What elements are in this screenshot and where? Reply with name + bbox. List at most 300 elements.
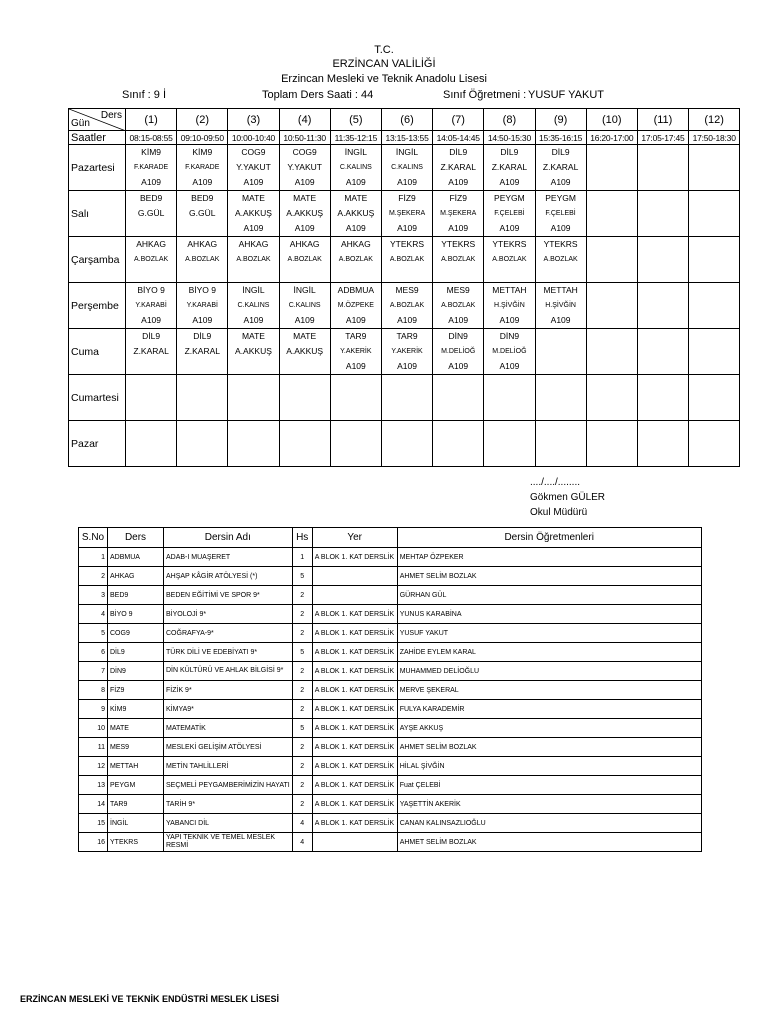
lesson-room: A109: [448, 223, 469, 233]
lesson-teacher: HİLAL ŞİVĞİN: [397, 757, 701, 776]
row-number: 3: [79, 586, 108, 605]
lesson-cell: [228, 145, 279, 191]
lesson-code: TAR9: [396, 331, 418, 341]
lesson-cell: [535, 375, 586, 421]
weekly-hours: 4: [292, 833, 312, 852]
lesson-teacher: Z.KARAL: [491, 162, 528, 172]
row-number: 4: [79, 605, 108, 624]
footer-school-name: ERZİNCAN MESLEKİ VE TEKNİK ENDÜSTRİ MESLEK LİSESİ: [20, 994, 280, 1004]
column-number: (5): [330, 109, 381, 131]
lesson-code: YTEKRS: [390, 239, 425, 249]
lesson-room: A109: [294, 315, 315, 325]
lesson-name: BİYOLOJİ 9*: [164, 605, 293, 624]
lesson-cell: [279, 283, 330, 329]
lesson-room: [228, 267, 278, 282]
lesson-cell: [279, 421, 330, 467]
column-number: (7): [433, 109, 484, 131]
timetable-header-row: [69, 109, 740, 131]
lesson-teacher: AHMET SELİM BOZLAK: [397, 567, 701, 586]
column-number: (11): [637, 109, 688, 131]
lessons-column-header: Dersin Öğretmenleri: [397, 528, 701, 548]
lesson-cell: [637, 375, 688, 421]
row-number: 6: [79, 643, 108, 662]
table-row: [79, 776, 702, 795]
lesson-code: YTEKRS: [543, 239, 578, 249]
lesson-code: DİL9: [449, 147, 468, 157]
lesson-cell: [330, 191, 381, 237]
lessons-column-header: Hs: [292, 528, 312, 548]
lesson-cell: [689, 145, 740, 191]
lesson-code: DİL9: [108, 643, 164, 662]
lesson-code: KİM9: [192, 147, 213, 157]
lesson-teacher: A.BOZLAK: [441, 302, 476, 309]
lesson-name: AHŞAP KÂGİR ATÖLYESİ (*): [164, 567, 293, 586]
weekly-hours: 2: [292, 681, 312, 700]
lesson-teacher: A.BOZLAK: [389, 256, 425, 263]
lesson-code: BİYO 9: [137, 285, 165, 295]
times-row: [69, 131, 740, 145]
lesson-room: A109: [243, 177, 264, 187]
lesson-code: MATE: [241, 331, 265, 341]
weekly-hours: 2: [292, 605, 312, 624]
lesson-code: MES9: [108, 738, 164, 757]
lesson-code: MES9: [446, 285, 470, 295]
lesson-cell: [586, 329, 637, 375]
lesson-cell: [535, 237, 586, 283]
lesson-location: A BLOK 1. KAT DERSLİK: [312, 548, 397, 567]
lesson-cell: [279, 329, 330, 375]
period-time: 17:05-17:45: [637, 131, 688, 145]
lessons-column-header: Yer: [312, 528, 397, 548]
valilik-heading: ERZİNCAN VALİLİĞİ: [332, 58, 436, 70]
lesson-location: [312, 833, 397, 852]
lesson-cell: [330, 421, 381, 467]
period-time: 16:20-17:00: [586, 131, 637, 145]
period-time: 10:50-11:30: [279, 131, 330, 145]
lesson-teacher: AYŞE AKKUŞ: [397, 719, 701, 738]
row-number: 1: [79, 548, 108, 567]
lesson-teacher: Y.YAKUT: [287, 162, 322, 172]
lesson-teacher: AHMET SELİM BOZLAK: [397, 738, 701, 757]
lesson-code: KİM9: [108, 700, 164, 719]
lesson-cell: [381, 421, 432, 467]
period-time: 09:10-09:50: [177, 131, 228, 145]
lesson-teacher: A.AKKUŞ: [337, 208, 375, 218]
column-number: (2): [177, 109, 228, 131]
table-row: [79, 624, 702, 643]
lesson-teacher: GÜRHAN GÜL: [397, 586, 701, 605]
lesson-teacher: Y.KARABİ: [135, 302, 167, 309]
lesson-location: A BLOK 1. KAT DERSLİK: [312, 757, 397, 776]
lesson-name: TÜRK DİLİ VE EDEBİYATI 9*: [164, 643, 293, 662]
lesson-cell: [535, 283, 586, 329]
lesson-cell: [689, 191, 740, 237]
lesson-code: METTAH: [108, 757, 164, 776]
lesson-code: BİYO 9: [108, 605, 164, 624]
period-time: 08:15-08:55: [126, 131, 177, 145]
row-number: 14: [79, 795, 108, 814]
lesson-teacher: A.BOZLAK: [338, 256, 373, 263]
lesson-code: İNGİL: [293, 285, 316, 295]
lesson-cell: [433, 421, 484, 467]
lesson-location: A BLOK 1. KAT DERSLİK: [312, 681, 397, 700]
lesson-teacher: F.KARADE: [133, 164, 169, 171]
lesson-teacher: A.BOZLAK: [185, 256, 220, 263]
lesson-cell: [689, 237, 740, 283]
timetable: [68, 108, 740, 467]
row-number: 2: [79, 567, 108, 586]
lesson-location: A BLOK 1. KAT DERSLİK: [312, 700, 397, 719]
lesson-code: İNGİL: [108, 814, 164, 833]
lesson-cell: [330, 145, 381, 191]
class-label: Sınıf : 9 İ: [122, 89, 167, 101]
lesson-cell: [484, 237, 535, 283]
lesson-name: BEDEN EĞİTİMİ VE SPOR 9*: [164, 586, 293, 605]
lesson-teacher: F.ÇELEBİ: [545, 210, 576, 217]
lesson-cell: [484, 145, 535, 191]
day-name: Perşembe: [69, 283, 126, 329]
lesson-cell: [177, 237, 228, 283]
lesson-code: BİYO 9: [188, 285, 216, 295]
lesson-cell: [381, 283, 432, 329]
lesson-code: KİM9: [141, 147, 162, 157]
table-row: [79, 605, 702, 624]
lesson-room: [280, 359, 330, 374]
lesson-room: [126, 221, 176, 236]
lesson-room: A109: [499, 177, 520, 187]
row-number: 7: [79, 662, 108, 681]
lesson-name: YABANCI DİL: [164, 814, 293, 833]
row-number: 8: [79, 681, 108, 700]
lesson-code: COG9: [108, 624, 164, 643]
lesson-code: AHKAG: [187, 239, 218, 249]
lesson-code: MES9: [395, 285, 419, 295]
column-number: (10): [586, 109, 637, 131]
period-time: 13:15-13:55: [381, 131, 432, 145]
table-row: [79, 681, 702, 700]
lesson-cell: [433, 375, 484, 421]
lesson-teacher: A.BOZLAK: [441, 256, 476, 263]
lesson-location: [312, 586, 397, 605]
lesson-cell: [126, 283, 177, 329]
table-row: [79, 567, 702, 586]
lesson-code: İNGİL: [395, 147, 419, 157]
lesson-cell: [228, 421, 279, 467]
lesson-cell: [330, 329, 381, 375]
weekly-hours: 2: [292, 700, 312, 719]
lesson-cell: [228, 329, 279, 375]
lesson-room: A109: [345, 177, 366, 187]
lesson-room: A109: [499, 315, 520, 325]
lessons-column-header: S.No: [79, 528, 108, 548]
lesson-code: PEYGM: [494, 193, 525, 203]
lesson-cell: [177, 283, 228, 329]
lesson-code: MATE: [344, 193, 368, 203]
lesson-teacher: ZAHİDE EYLEM KARAL: [397, 643, 701, 662]
lesson-code: BED9: [191, 193, 214, 203]
principal-name: Gökmen GÜLER: [530, 492, 606, 503]
lesson-code: FİZ9: [398, 193, 416, 203]
lesson-code: FİZ9: [449, 193, 467, 203]
lesson-name: SEÇMELİ PEYGAMBERİMİZİN HAYATI: [164, 776, 293, 795]
column-number: (4): [279, 109, 330, 131]
lesson-cell: [228, 191, 279, 237]
lesson-cell: [177, 145, 228, 191]
period-time: 14:05-14:45: [433, 131, 484, 145]
column-number: (12): [689, 109, 740, 131]
lesson-code: TAR9: [345, 331, 367, 341]
lesson-teacher: CANAN KALINSAZLIOĞLU: [397, 814, 701, 833]
lesson-code: AHKAG: [340, 239, 371, 249]
lesson-code: AHKAG: [136, 239, 166, 249]
lesson-room: A109: [345, 315, 366, 325]
day-name: Çarşamba: [69, 237, 126, 283]
lesson-name: COĞRAFYA-9*: [164, 624, 293, 643]
lesson-location: A BLOK 1. KAT DERSLİK: [312, 662, 397, 681]
weekly-hours: 5: [292, 719, 312, 738]
lessons-column-header: Ders: [108, 528, 164, 548]
lesson-cell: [637, 145, 688, 191]
lesson-cell: [535, 191, 586, 237]
lesson-code: METTAH: [543, 285, 578, 295]
lesson-teacher: C.KALINS: [288, 302, 321, 309]
row-number: 15: [79, 814, 108, 833]
lesson-teacher: C.KALINS: [237, 302, 270, 309]
day-row: [69, 283, 740, 329]
weekly-hours: 5: [292, 643, 312, 662]
lesson-cell: [381, 329, 432, 375]
lesson-room: A109: [141, 315, 162, 325]
lesson-cell: [689, 329, 740, 375]
lesson-teacher: A.AKKUŞ: [235, 346, 272, 356]
lesson-code: ADBMUA: [337, 285, 375, 295]
lesson-code: BED9: [139, 193, 163, 203]
lesson-room: [228, 359, 278, 374]
day-row: [69, 375, 740, 421]
lessons-table: [78, 527, 702, 852]
lesson-cell: [586, 145, 637, 191]
lesson-room: A109: [243, 223, 264, 233]
lesson-location: A BLOK 1. KAT DERSLİK: [312, 795, 397, 814]
period-time: 11:35-12:15: [330, 131, 381, 145]
lesson-teacher: M.DELİOĞ: [492, 348, 527, 355]
lesson-room: A109: [397, 315, 417, 325]
lesson-room: [331, 267, 381, 282]
lesson-room: A109: [192, 315, 213, 325]
lesson-name: YAPI TEKNİK VE TEMEL MESLEK RESMİ: [164, 833, 293, 852]
lessons-column-header: Dersin Adı: [164, 528, 293, 548]
lesson-teacher: A.BOZLAK: [133, 256, 169, 263]
lesson-cell: [484, 375, 535, 421]
table-row: [79, 833, 702, 852]
weekly-hours: 5: [292, 567, 312, 586]
lesson-cell: [126, 375, 177, 421]
lesson-code: METTAH: [492, 285, 527, 295]
lesson-cell: [177, 375, 228, 421]
lesson-cell: [228, 283, 279, 329]
column-number: (3): [228, 109, 279, 131]
lesson-cell: [177, 191, 228, 237]
lesson-cell: [586, 421, 637, 467]
row-number: 9: [79, 700, 108, 719]
lesson-teacher: A.BOZLAK: [492, 256, 527, 263]
lesson-cell: [228, 375, 279, 421]
lesson-cell: [177, 329, 228, 375]
period-time: 14:50-15:30: [484, 131, 535, 145]
lesson-room: A109: [243, 315, 264, 325]
corner-ders-label: Ders: [100, 110, 122, 121]
table-row: [79, 814, 702, 833]
lesson-code: DİL9: [500, 147, 519, 157]
lesson-cell: [535, 145, 586, 191]
lesson-teacher: FULYA KARADEMİR: [397, 700, 701, 719]
table-row: [79, 719, 702, 738]
day-name: Salı: [69, 191, 126, 237]
lesson-name: DİN KÜLTÜRÜ VE AHLAK BİLGİSİ 9*: [164, 662, 293, 681]
lesson-code: MATE: [293, 331, 317, 341]
lesson-cell: [586, 375, 637, 421]
lesson-cell: [637, 237, 688, 283]
period-time: 17:50-18:30: [689, 131, 740, 145]
lesson-location: A BLOK 1. KAT DERSLİK: [312, 814, 397, 833]
row-number: 5: [79, 624, 108, 643]
lesson-code: DİN9: [448, 331, 468, 341]
lesson-cell: [484, 283, 535, 329]
lesson-room: [536, 267, 586, 282]
lesson-code: COG9: [241, 147, 266, 157]
lesson-room: [433, 267, 483, 282]
lesson-cell: [433, 329, 484, 375]
lesson-name: MESLEKİ GELİŞİM ATÖLYESİ: [164, 738, 293, 757]
day-row: [69, 237, 740, 283]
lesson-teacher: A.AKKUŞ: [286, 346, 324, 356]
lesson-teacher: YAŞETTİN AKERİK: [397, 795, 701, 814]
lesson-code: YTEKRS: [441, 239, 476, 249]
lesson-teacher: MERVE ŞEKERAL: [397, 681, 701, 700]
lesson-cell: [381, 145, 432, 191]
lesson-room: [177, 359, 227, 374]
lesson-cell: [433, 283, 484, 329]
lesson-room: A109: [294, 177, 315, 187]
lesson-teacher: Z.KARAL: [440, 162, 476, 172]
lesson-cell: [330, 237, 381, 283]
corner-gun-label: Gün: [71, 118, 90, 129]
table-row: [79, 738, 702, 757]
weekly-hours: 2: [292, 757, 312, 776]
lesson-cell: [637, 421, 688, 467]
lesson-code: İNGİL: [344, 147, 367, 157]
lesson-cell: [279, 375, 330, 421]
lesson-teacher: YUNUS KARABİNA: [397, 605, 701, 624]
lesson-name: TARİH 9*: [164, 795, 293, 814]
lesson-teacher: A.BOZLAK: [543, 256, 578, 263]
lesson-teacher: M.ŞEKERA: [440, 210, 477, 217]
corner-cell: [69, 109, 126, 131]
lesson-cell: [433, 237, 484, 283]
lesson-teacher: C.KALINS: [391, 164, 423, 171]
lesson-cell: [484, 329, 535, 375]
lesson-name: ADAB-I MUAŞERET: [164, 548, 293, 567]
lesson-location: A BLOK 1. KAT DERSLİK: [312, 643, 397, 662]
day-row: [69, 421, 740, 467]
lesson-teacher: F.ÇELEBİ: [494, 210, 525, 217]
lesson-cell: [330, 283, 381, 329]
lesson-location: A BLOK 1. KAT DERSLİK: [312, 776, 397, 795]
lesson-cell: [126, 329, 177, 375]
lesson-code: YTEKRS: [492, 239, 527, 249]
lesson-teacher: AHMET SELİM BOZLAK: [397, 833, 701, 852]
lesson-room: A109: [397, 223, 417, 233]
weekly-hours: 2: [292, 776, 312, 795]
table-row: [79, 757, 702, 776]
day-row: [69, 329, 740, 375]
lesson-name: METİN TAHLİLLERİ: [164, 757, 293, 776]
lesson-cell: [330, 375, 381, 421]
lesson-cell: [484, 421, 535, 467]
lesson-room: A109: [448, 177, 469, 187]
lesson-code: BED9: [108, 586, 164, 605]
lesson-cell: [689, 375, 740, 421]
day-name: Cuma: [69, 329, 126, 375]
lesson-cell: [535, 421, 586, 467]
lesson-cell: [433, 191, 484, 237]
lesson-teacher: MEHTAP ÖZPEKER: [397, 548, 701, 567]
lesson-cell: [279, 191, 330, 237]
lesson-cell: [279, 237, 330, 283]
lesson-room: A109: [192, 177, 213, 187]
lesson-teacher: H.ŞİVĞİN: [494, 302, 525, 309]
lesson-teacher: A.AKKUŞ: [235, 208, 272, 218]
lesson-code: DİN9: [108, 662, 164, 681]
day-name: Pazartesi: [69, 145, 126, 191]
lesson-cell: [433, 145, 484, 191]
lesson-name: KİMYA9*: [164, 700, 293, 719]
weekly-hours: 2: [292, 738, 312, 757]
lesson-code: COG9: [292, 147, 317, 157]
row-number: 11: [79, 738, 108, 757]
lesson-teacher: YUSUF YAKUT: [397, 624, 701, 643]
weekly-hours: 2: [292, 795, 312, 814]
lesson-cell: [689, 283, 740, 329]
lesson-teacher: A.BOZLAK: [287, 256, 322, 263]
lesson-code: AHKAG: [238, 239, 269, 249]
lesson-teacher: A.AKKUŞ: [286, 208, 324, 218]
lesson-teacher: Z.KARAL: [184, 346, 220, 356]
lesson-code: ADBMUA: [108, 548, 164, 567]
row-number: 10: [79, 719, 108, 738]
lesson-cell: [126, 191, 177, 237]
column-number: (6): [381, 109, 432, 131]
signature-date: ..../..../........: [530, 477, 581, 488]
lesson-room: A109: [550, 177, 571, 187]
period-time: 10:00-10:40: [228, 131, 279, 145]
lesson-teacher: C.KALINS: [339, 164, 372, 171]
lesson-teacher: M.ÖZPEKE: [337, 302, 374, 309]
lesson-teacher: G.GÜL: [189, 208, 216, 218]
lesson-teacher: Y.KARABİ: [186, 302, 218, 309]
lesson-location: A BLOK 1. KAT DERSLİK: [312, 605, 397, 624]
lesson-room: A109: [294, 223, 315, 233]
weekly-hours: 1: [292, 548, 312, 567]
lesson-teacher: M.ŞEKERA: [388, 210, 426, 217]
saatler-label: Saatler: [69, 131, 126, 145]
lesson-room: [382, 267, 432, 282]
day-name: Cumartesi: [69, 375, 126, 421]
table-row: [79, 586, 702, 605]
row-number: 12: [79, 757, 108, 776]
weekly-hours: 2: [292, 662, 312, 681]
lesson-room: A109: [448, 361, 469, 371]
